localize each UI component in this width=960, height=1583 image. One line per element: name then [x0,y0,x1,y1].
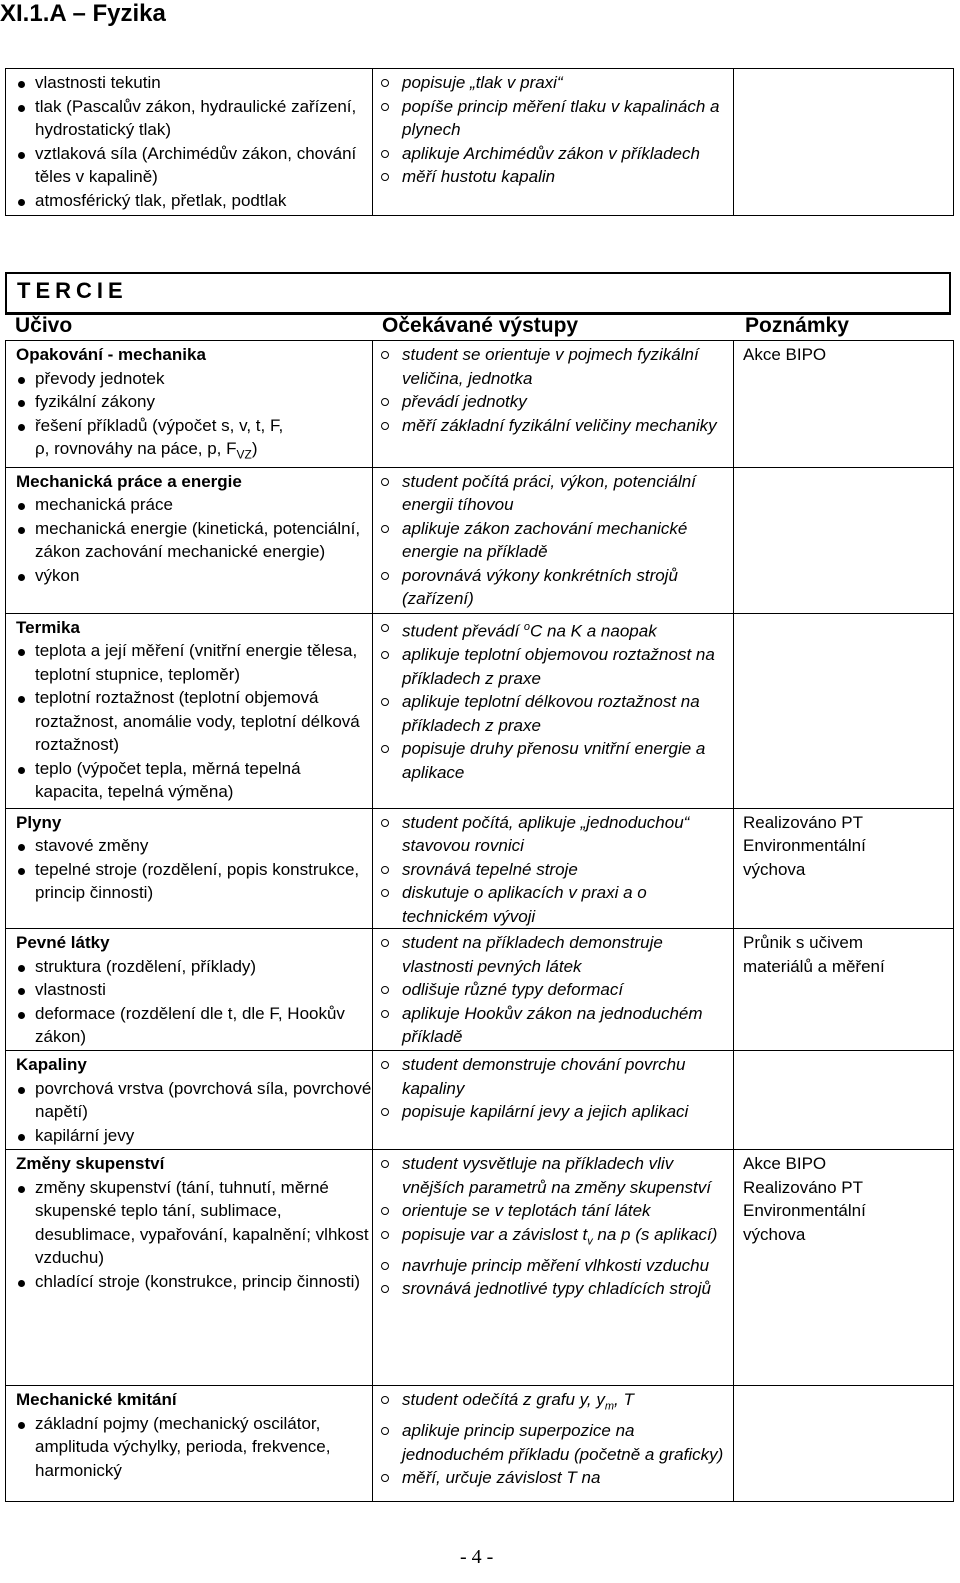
outcome-item: porovnává výkony konkrétních strojů (zařízení) [373,564,733,611]
top-note-cell [734,69,954,216]
section-heading: Opakování - mechanika [16,345,206,364]
table-row [6,929,954,1051]
list-item: stavové změny [6,834,372,858]
outcome-item: student vysvětluje na příkladech vliv vnějších parametrů na změny skupenství [373,1152,733,1199]
note-cell [734,1150,954,1386]
list-item: povrchová vrstva (povrchová síla, povrchové napětí) [6,1077,372,1124]
header-vystupy: Očekávané výstupy [382,314,579,337]
outcome-item: student odečítá z grafu y, $y_m$, T [373,1388,733,1419]
outcome-item: převádí jednotky [373,390,733,414]
section-heading: Mechanické kmitání [16,1390,177,1410]
list-item: teplo (výpočet tepla, měrná tepelná kapacita, tepelná výměna) [6,757,372,804]
outcome-item: navrhuje princip měření vlhkosti vzduchu [373,1254,733,1278]
top-outcome: popíše princip měření tlaku v kapalinách a plynech [373,95,733,142]
top-vystupy-cell [373,69,734,216]
top-ucivo-item: vlastnosti tekutin [6,71,372,95]
outcome-item: student počítá, aplikuje „jednoduchou“ stavovou rovnici [373,811,733,858]
list-item: řešení příkladů (výpočet s, v, t, F, ρ, rovnováhy na páce, p, $F_{VZ}$) [6,414,372,467]
list-item: chladící stroje (konstrukce, princip činnosti) [6,1270,372,1294]
outcome-item: diskutuje o aplikacích v praxi a o technickém vývoji [373,881,733,928]
ucivo-cell [6,467,373,613]
section-heading: Mechanická práce a energie [16,471,242,491]
table-row [6,1051,954,1150]
note-text: Realizováno PT Environmentální výchova [743,812,866,879]
list-item: struktura (rozdělení, příklady) [6,955,372,979]
list-item: výkon [6,564,372,588]
outcome-item: aplikuje zákon zachování mechanické energie na příkladě [373,517,733,564]
outcome-item: student na příkladech demonstruje vlastnosti pevných látek [373,931,733,978]
vystupy-cell [373,1150,734,1386]
ucivo-cell [6,1386,373,1502]
note-text: Akce BIPO Realizováno PT Environmentální výchova [743,1154,866,1244]
note-cell [734,1386,954,1502]
outcome-item: popisuje var a závislost $t_v$ na p (s aplikací) [373,1223,733,1254]
list-item: fyzikální zákony [6,390,372,414]
outcome-item: srovnává jednotlivé typy chladících strojů [373,1277,733,1301]
table-row [6,341,954,468]
outcome-item: student se orientuje v pojmech fyzikální veličina, jednotka [373,343,733,390]
list-item: teplotní roztažnost (teplotní objemová roztažnost, anomálie vody, teplotní délková roztažnost) [6,686,372,757]
outcome-item: orientuje se v teplotách tání látek [373,1199,733,1223]
outcome-item: odlišuje různé typy deformací [373,978,733,1002]
top-ucivo-item: vztlaková síla (Archimédův zákon, chování těles v kapalině) [6,142,372,189]
outcome-item: student demonstruje chování povrchu kapaliny [373,1053,733,1100]
section-heading: Termika [16,617,80,637]
table-row [6,613,954,808]
list-item: teplota a její měření (vnitřní energie tělesa, teplotní stupnice, teploměr) [6,639,372,686]
list-item: vlastnosti [6,978,372,1002]
curriculum-table [5,340,954,1502]
tercie-heading: TERCIE [17,278,128,303]
outcome-item: aplikuje Hookův zákon na jednoduchém příkladě [373,1002,733,1049]
vystupy-cell [373,808,734,929]
note-cell [734,929,954,1051]
vystupy-cell [373,341,734,468]
outcome-item: měří základní fyzikální veličiny mechaniky [373,414,733,438]
outcome-item: aplikuje princip superpozice na jednoduchém příkladu (početně a graficky) [373,1419,733,1466]
tercie-banner [5,272,951,315]
vystupy-cell [373,929,734,1051]
ucivo-cell [6,929,373,1051]
list-item: tepelné stroje (rozdělení, popis konstrukce, princip činnosti) [6,858,372,905]
outcome-item: měří, určuje závislost T na [373,1466,733,1490]
vystupy-cell [373,1386,734,1502]
list-item: mechanická energie (kinetická, potenciální, zákon zachování mechanické energie) [6,517,372,564]
list-item: základní pojmy (mechanický oscilátor, amplituda výchylky, perioda, frekvence, harmonický [6,1412,372,1483]
list-item: deformace (rozdělení dle t, dle F, Hookův zákon) [6,1002,372,1049]
top-outcome: popisuje „tlak v praxi“ [373,71,733,95]
outcome-item: srovnává tepelné stroje [373,858,733,882]
vystupy-cell [373,467,734,613]
table-row [6,808,954,929]
top-ucivo-cell [6,69,373,216]
header-poznamky: Poznámky [745,314,849,337]
ucivo-cell [6,808,373,929]
note-cell [734,1051,954,1150]
note-cell [734,613,954,808]
outcome-item: student počítá práci, výkon, potenciální energii tíhovou [373,470,733,517]
table-row [6,1150,954,1386]
vystupy-cell [373,1051,734,1150]
page-number: - 4 - [460,1546,494,1568]
note-cell [734,467,954,613]
section-heading: Změny skupenství [16,1154,165,1174]
note-cell [734,808,954,929]
outcome-item: popisuje druhy přenosu vnitřní energie a aplikace [373,737,733,784]
outcome-item: aplikuje teplotní délkovou roztažnost na příkladech z praxe [373,690,733,737]
list-item: mechanická práce [6,493,372,517]
top-outcome: aplikuje Archimédův zákon v příkladech [373,142,733,166]
section-heading: Kapaliny [16,1055,87,1075]
ucivo-cell [6,341,373,468]
note-text: Akce BIPO [743,345,827,364]
ucivo-cell [6,1051,373,1150]
table-row [6,1386,954,1502]
list-item: kapilární jevy [6,1124,372,1148]
ucivo-cell [6,613,373,808]
top-outcome: měří hustotu kapalin [373,165,733,189]
note-cell [734,341,954,468]
list-item: změny skupenství (tání, tuhnutí, měrné skupenské teplo tání, sublimace, desublimace, vypařování, kapalnění; vlhkost vzduchu) [6,1176,372,1270]
outcome-item: popisuje kapilární jevy a jejich aplikaci [373,1100,733,1124]
top-table [5,68,954,216]
ucivo-cell [6,1150,373,1386]
outcome-item: aplikuje teplotní objemovou roztažnost na příkladech z praxe [373,643,733,690]
list-item: převody jednotek [6,367,372,391]
table-row [6,467,954,613]
page-title: XI.1.A – Fyzika [0,0,166,27]
top-ucivo-item: tlak (Pascalův zákon, hydraulické zařízení, hydrostatický tlak) [6,95,372,142]
header-ucivo: Učivo [15,314,73,337]
section-heading: Plyny [16,812,62,832]
top-ucivo-item: atmosférický tlak, přetlak, podtlak [6,189,372,213]
vystupy-cell [373,613,734,808]
note-text: Průnik s učivem materiálů a měření [743,933,885,976]
section-heading: Pevné látky [16,933,110,953]
outcome-item: student převádí $^o$C na K a naopak [373,616,733,643]
